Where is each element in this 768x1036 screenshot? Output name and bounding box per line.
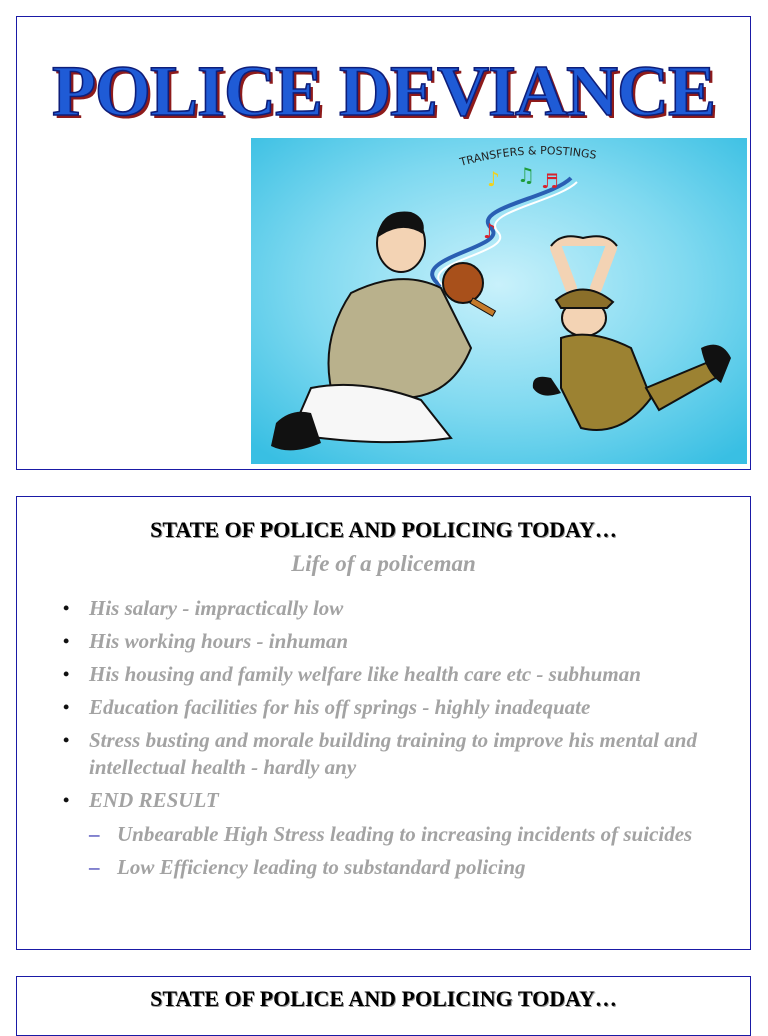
cartoon-caption: TRANSFERS & POSTINGS — [458, 144, 598, 169]
svg-text:♬: ♬ — [541, 169, 559, 193]
bullet-icon: • — [63, 631, 70, 651]
bullet-icon: • — [63, 697, 70, 717]
sub-bullet-list — [89, 821, 721, 881]
sub-list-item: – Low Efficiency leading to substandard policing — [89, 855, 526, 879]
slide-title: STATE OF POLICE AND POLICING TODAY… — [150, 517, 617, 542]
slide-state-of-police — [16, 496, 751, 950]
sub-list-item: – Unbearable High Stress leading to increasing incidents of suicides — [89, 822, 693, 846]
svg-text:♪: ♪ — [483, 219, 496, 243]
svg-text:♫: ♫ — [517, 163, 535, 187]
list-item: • END RESULT – Unbearable High Stress leading to increasing incidents of suicides – Low Efficiency leading to substandard policing — [61, 787, 721, 881]
cartoon-illustration — [251, 138, 747, 464]
list-item: • His housing and family welfare like health care etc - subhuman — [63, 662, 641, 686]
bullet-icon: • — [63, 664, 70, 684]
bullet-icon: • — [63, 598, 70, 618]
list-item: • Stress busting and morale building training to improve his mental and intellectual health - hardly any — [63, 728, 697, 779]
slide-title: POLICE DEVIANCE — [51, 51, 716, 131]
svg-text:♪: ♪ — [487, 167, 500, 191]
slide-title: STATE OF POLICE AND POLICING TODAY… — [150, 986, 617, 1011]
slide-subtitle: Life of a policeman — [291, 551, 476, 576]
bullet-icon: • — [63, 790, 70, 810]
list-item: • His working hours - inhuman — [63, 629, 349, 653]
bullet-icon: • — [63, 730, 70, 750]
dash-icon: – — [89, 855, 100, 879]
bullet-list — [61, 595, 721, 887]
dash-icon: – — [89, 822, 100, 846]
slide-police-deviance — [16, 16, 751, 470]
slide-state-of-police-continued — [16, 976, 751, 1036]
list-item: • Education facilities for his off springs - highly inadequate — [63, 695, 591, 719]
list-item: • His salary - impractically low — [63, 596, 344, 620]
